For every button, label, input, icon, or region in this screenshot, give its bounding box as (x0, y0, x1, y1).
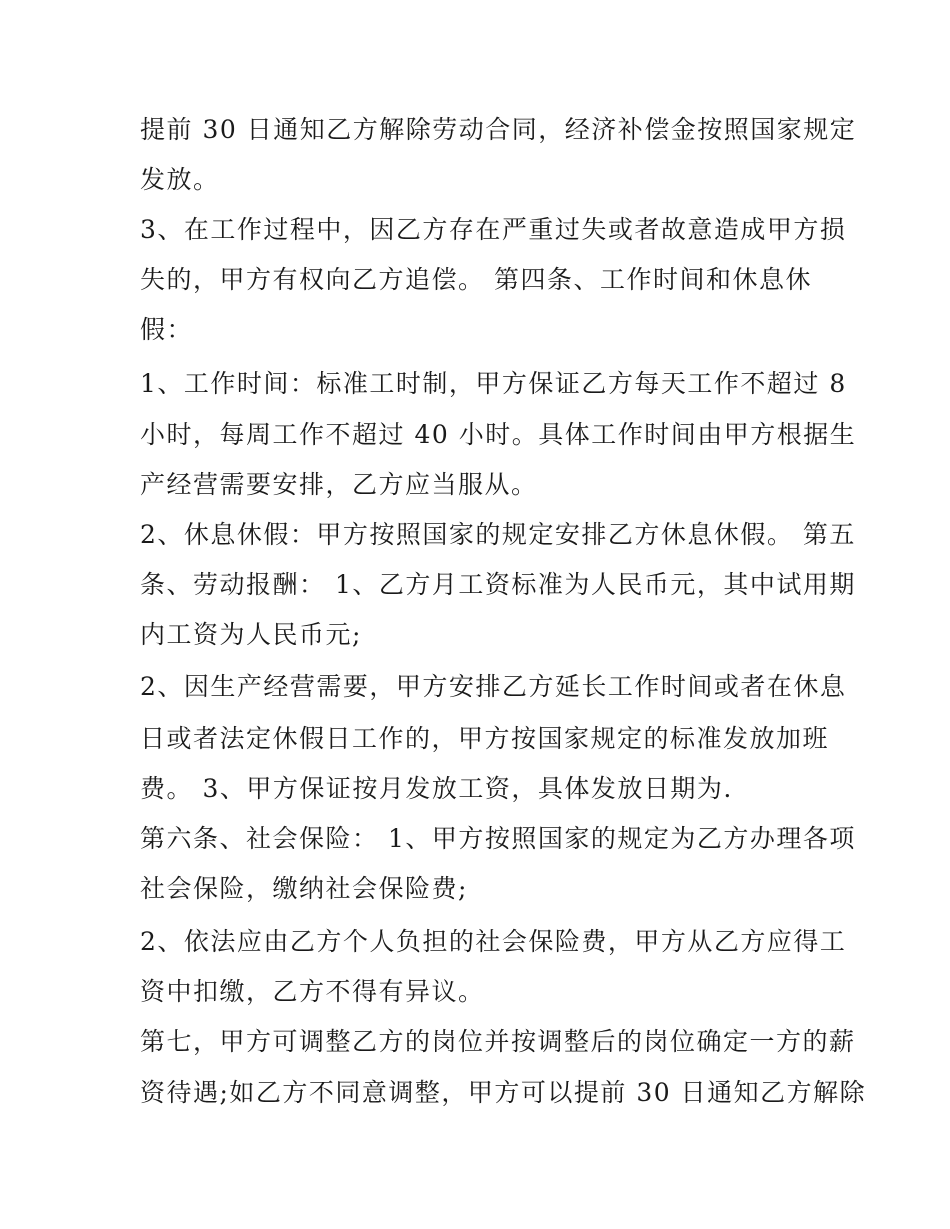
text-line: 费。 3、甲方保证按月发放工资，具体发放日期为. (140, 774, 733, 803)
text-line: 日或者法定休假日工作的，甲方按国家规定的标准发放加班 (140, 724, 830, 753)
text-line: 1、工作时间：标准工时制，甲方保证乙方每天工作不超过 8 (140, 369, 847, 398)
text-line: 内工资为人民币元; (140, 620, 362, 649)
text-line: 2、依法应由乙方个人负担的社会保险费，甲方从乙方应得工 (140, 927, 847, 956)
text-line: 产经营需要安排，乙方应当服从。 (140, 470, 538, 499)
text-line: 2、因生产经营需要，甲方安排乙方延长工作时间或者在休息 (140, 672, 847, 701)
text-line: 发放。 (140, 165, 220, 194)
text-line: 资待遇;如乙方不同意调整，甲方可以提前 30 日通知乙方解除 (140, 1078, 867, 1107)
text-line: 2、休息休假：甲方按照国家的规定安排乙方休息休假。 第五 (140, 520, 856, 549)
text-line: 提前 30 日通知乙方解除劳动合同，经济补偿金按照国家规定 (140, 115, 857, 144)
text-line: 资中扣缴，乙方不得有异议。 (140, 977, 485, 1006)
text-line: 第七，甲方可调整乙方的岗位并按调整后的岗位确定一方的薪 (140, 1027, 856, 1056)
text-line: 假： (140, 315, 194, 344)
text-line: 社会保险，缴纳社会保险费; (140, 874, 468, 903)
text-line: 第六条、社会保险： 1、甲方按照国家的规定为乙方办理各项 (140, 824, 856, 853)
text-line: 条、劳动报酬： 1、乙方月工资标准为人民币元，其中试用期 (140, 570, 856, 599)
text-line: 失的，甲方有权向乙方追偿。 第四条、工作时间和休息休 (140, 265, 812, 294)
text-line: 小时，每周工作不超过 40 小时。具体工作时间由甲方根据生 (140, 420, 857, 449)
text-line: 3、在工作过程中，因乙方存在严重过失或者故意造成甲方损 (140, 215, 847, 244)
